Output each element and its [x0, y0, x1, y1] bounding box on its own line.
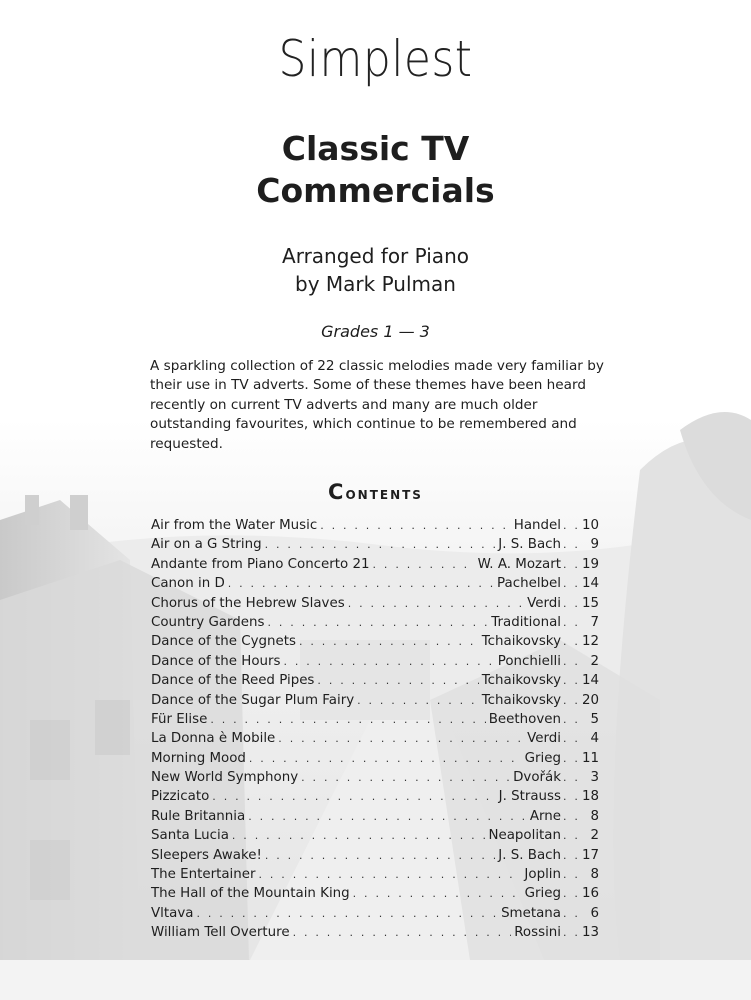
dot-leader: [278, 732, 524, 745]
dot-leader: [196, 907, 498, 920]
dot-leader: [249, 752, 522, 765]
dot-leader: [563, 907, 579, 920]
entry-composer: Joplin: [524, 867, 561, 883]
contents-entry: [151, 809, 599, 828]
dot-leader: [563, 597, 579, 610]
entry-page-number: 11: [581, 750, 599, 766]
dot-leader: [210, 713, 485, 726]
contents-entry: [151, 576, 599, 595]
entry-composer: Ponchielli: [497, 653, 561, 669]
contents-list: [151, 518, 599, 945]
entry-title: Rule Britannia: [151, 808, 246, 824]
dot-leader: [563, 810, 579, 823]
entry-composer: Grieg: [524, 886, 561, 902]
dot-leader: [563, 732, 579, 745]
entry-composer: Traditional: [491, 614, 561, 630]
entry-page-number: 10: [581, 518, 599, 533]
dot-leader: [317, 674, 478, 687]
entry-title: Country Gardens: [151, 614, 265, 630]
dot-leader: [248, 810, 527, 823]
entry-composer: Grieg: [524, 750, 561, 766]
entry-composer: Tchaikovsky: [481, 673, 561, 689]
dot-leader: [259, 868, 522, 881]
entry-composer: Arne: [529, 808, 561, 824]
contents-entry: [151, 557, 599, 576]
dot-leader: [563, 868, 579, 881]
dot-leader: [563, 926, 579, 939]
dot-leader: [353, 887, 522, 900]
entry-title: The Hall of the Mountain King: [151, 886, 350, 902]
dot-leader: [373, 558, 475, 571]
entry-composer: Beethoven: [488, 711, 561, 727]
entry-composer: Handel: [513, 518, 561, 533]
dot-leader: [265, 849, 495, 862]
entry-composer: Verdi: [527, 595, 561, 611]
title-line-1: Classic TV: [281, 129, 470, 168]
contents-entry: [151, 789, 599, 808]
dot-leader: [563, 713, 579, 726]
entry-composer: Rossini: [514, 925, 561, 941]
contents-entry: [151, 751, 599, 770]
entry-page-number: 4: [590, 731, 599, 747]
entry-page-number: 16: [581, 886, 599, 902]
entry-title: Dance of the Hours: [151, 653, 281, 669]
entry-page-number: 9: [590, 537, 599, 553]
dot-leader: [563, 519, 579, 532]
contents-entry: [151, 925, 599, 944]
dot-leader: [563, 887, 579, 900]
entry-page-number: 18: [581, 789, 599, 805]
dot-leader: [320, 519, 511, 532]
dot-leader: [563, 752, 579, 765]
dot-leader: [563, 674, 579, 687]
dot-leader: [232, 829, 486, 842]
dot-leader: [348, 597, 524, 610]
entry-page-number: 6: [590, 905, 599, 921]
contents-entry: [151, 654, 599, 673]
dot-leader: [265, 538, 496, 551]
entry-page-number: 2: [590, 828, 599, 844]
entry-title: Air on a G String: [151, 537, 262, 553]
contents-entry: [151, 634, 599, 653]
entry-composer: Dvořák: [513, 770, 561, 786]
entry-title: Für Elise: [151, 711, 208, 727]
dot-leader: [563, 635, 579, 648]
dot-leader: [563, 849, 579, 862]
dot-leader: [268, 616, 489, 629]
arranged-line-2: by Mark Pulman: [295, 272, 456, 296]
entry-composer: Tchaikovsky: [481, 634, 561, 650]
dot-leader: [357, 694, 479, 707]
dot-leader: [228, 577, 494, 590]
dot-leader: [301, 771, 510, 784]
contents-entry: [151, 712, 599, 731]
entry-title: La Donna è Mobile: [151, 731, 276, 747]
entry-composer: Neapolitan: [488, 828, 561, 844]
contents-entry: [151, 886, 599, 905]
entry-page-number: 17: [581, 847, 599, 863]
entry-composer: Tchaikovsky: [481, 692, 561, 708]
entry-title: Morning Mood: [151, 750, 246, 766]
entry-title: Sleepers Awake!: [151, 847, 262, 863]
entry-composer: W. A. Mozart: [477, 556, 561, 572]
dot-leader: [563, 694, 579, 707]
entry-title: Air from the Water Music: [151, 518, 318, 533]
contents-entry: [151, 867, 599, 886]
contents-entry: [151, 828, 599, 847]
dot-leader: [563, 771, 579, 784]
contents-entry: [151, 906, 599, 925]
contents-entry: [151, 518, 599, 537]
dot-leader: [299, 635, 479, 648]
dot-leader: [563, 538, 579, 551]
dot-leader: [563, 829, 579, 842]
entry-title: Dance of the Reed Pipes: [151, 673, 315, 689]
entry-page-number: 12: [581, 634, 599, 650]
entry-title: Andante from Piano Concerto 21: [151, 556, 370, 572]
entry-page-number: 8: [590, 808, 599, 824]
dot-leader: [563, 558, 579, 571]
entry-page-number: 15: [581, 595, 599, 611]
entry-composer: J. Strauss: [498, 789, 561, 805]
entry-composer: Verdi: [527, 731, 561, 747]
entry-page-number: 2: [590, 653, 599, 669]
contents-entry: [151, 731, 599, 750]
entry-title: Chorus of the Hebrew Slaves: [151, 595, 345, 611]
description-paragraph: A sparkling collection of 22 classic melodies made very familiar by their use in TV adverts. Some of these themes have been heard recently on current TV adverts and many are much older outstanding favourites, which continue to be remembered and requested.: [150, 358, 604, 452]
dot-leader: [563, 655, 579, 668]
entry-page-number: 7: [590, 614, 599, 630]
contents-heading-cap: C: [328, 480, 346, 504]
entry-title: Dance of the Sugar Plum Fairy: [151, 692, 355, 708]
arranger-credit: [0, 242, 751, 298]
entry-page-number: 19: [581, 556, 599, 572]
entry-title: Dance of the Cygnets: [151, 634, 296, 650]
arranged-line-1: Arranged for Piano: [282, 244, 469, 268]
entry-title: Canon in D: [151, 576, 225, 592]
entry-title: Vltava: [151, 905, 194, 921]
book-title: [0, 128, 751, 212]
dot-leader: [563, 577, 579, 590]
contents-entry: [151, 596, 599, 615]
entry-title: Santa Lucia: [151, 828, 229, 844]
entry-title: Pizzicato: [151, 789, 210, 805]
entry-composer: Smetana: [501, 905, 561, 921]
contents-entry: [151, 615, 599, 634]
contents-entry: [151, 537, 599, 556]
grades-label: Grades 1 — 3: [321, 322, 430, 341]
contents-entry: [151, 693, 599, 712]
entry-composer: Pachelbel: [497, 576, 561, 592]
title-line-2: Commercials: [256, 171, 495, 210]
contents-heading: [0, 480, 751, 504]
entry-page-number: 14: [581, 673, 599, 689]
dot-leader: [293, 926, 512, 939]
dot-leader: [284, 655, 495, 668]
entry-title: William Tell Overture: [151, 925, 290, 941]
entry-page-number: 5: [590, 711, 599, 727]
dot-leader: [563, 616, 579, 629]
entry-page-number: 3: [590, 770, 599, 786]
series-name: Simplest: [278, 30, 473, 88]
entry-page-number: 8: [590, 867, 599, 883]
entry-page-number: 14: [581, 576, 599, 592]
entry-page-number: 20: [581, 692, 599, 708]
contents-entry: [151, 673, 599, 692]
dot-leader: [212, 790, 495, 803]
contents-entry: [151, 770, 599, 789]
dot-leader: [563, 790, 579, 803]
entry-page-number: 13: [581, 925, 599, 941]
entry-title: The Entertainer: [151, 867, 256, 883]
entry-composer: J. S. Bach: [498, 537, 561, 553]
entry-title: New World Symphony: [151, 770, 299, 786]
contents-entry: [151, 848, 599, 867]
contents-heading-rest: ontents: [345, 484, 423, 504]
entry-composer: J. S. Bach: [498, 847, 561, 863]
